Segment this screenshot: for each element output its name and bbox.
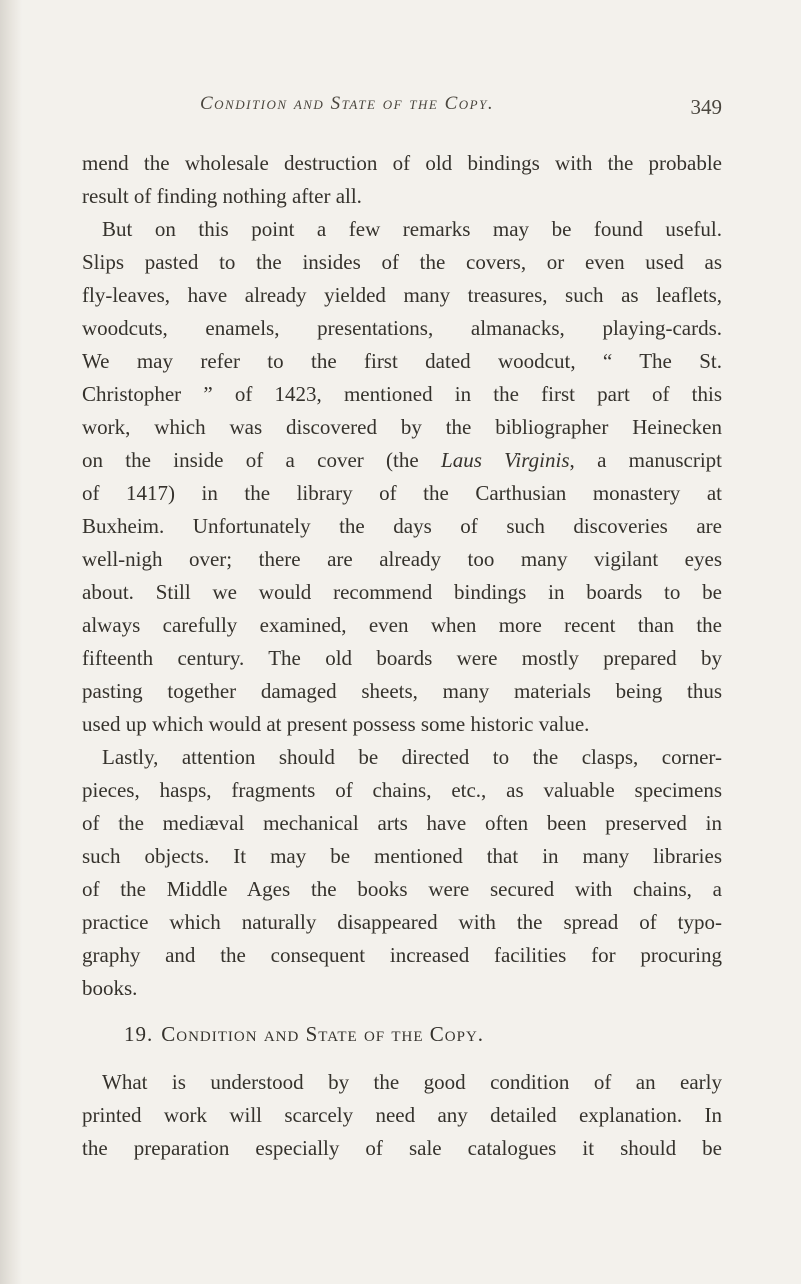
text-line: graphy and the consequent increased facilities for procuring xyxy=(82,943,722,967)
book-page xyxy=(82,93,722,1165)
text-line: pieces, hasps, fragments of chains, etc., as valuable specimens xyxy=(82,778,722,802)
section-number: 19. xyxy=(124,1022,154,1046)
italic-title: Laus Virginis xyxy=(441,448,570,472)
text-line: mend the wholesale destruction of old bindings with the probable xyxy=(82,151,722,175)
text-line: What is understood by the good condition of an early xyxy=(102,1070,722,1094)
text-line: pasting together damaged sheets, many materials being thus xyxy=(82,679,722,703)
text-line: books. xyxy=(82,976,138,1000)
paragraph xyxy=(82,213,722,741)
text-line: printed work will scarcely need any detailed explanation. In xyxy=(82,1103,722,1127)
text-line: We may refer to the first dated woodcut, “ The St. xyxy=(82,349,722,373)
running-header xyxy=(82,93,722,133)
section-heading xyxy=(82,1018,722,1051)
section-title: Condition and State of the Copy. xyxy=(161,1022,485,1046)
text-line xyxy=(82,444,722,477)
text-line: fifteenth century. The old boards were mostly prepared by xyxy=(82,646,722,670)
running-header-title: Condition and State of the Copy. xyxy=(200,93,495,114)
text-line: of the mediæval mechanical arts have often been preserved in xyxy=(82,811,722,835)
text-line: Lastly, attention should be directed to the clasps, corner- xyxy=(102,745,722,769)
text-span: on the inside of a cover (the xyxy=(82,448,442,472)
text-line: well-nigh over; there are already too many vigilant eyes xyxy=(82,547,722,571)
text-line: Christopher ” of 1423, mentioned in the first part of this xyxy=(82,382,722,406)
text-line: such objects. It may be mentioned that in many libraries xyxy=(82,844,722,868)
text-line: Buxheim. Unfortunately the days of such discoveries are xyxy=(82,514,722,538)
text-line: about. Still we would recommend bindings in boards to be xyxy=(82,580,722,604)
text-line: woodcuts, enamels, presentations, almanacks, playing-cards. xyxy=(82,316,722,340)
text-line: of 1417) in the library of the Carthusian monastery at xyxy=(82,481,722,505)
text-line: Slips pasted to the insides of the covers, or even used as xyxy=(82,250,722,274)
body-text xyxy=(82,147,722,1165)
text-line: used up which would at present possess some historic value. xyxy=(82,712,590,736)
text-span: , a manuscript xyxy=(569,448,722,472)
text-line: But on this point a few remarks may be found useful. xyxy=(102,217,722,241)
paragraph xyxy=(82,147,722,213)
text-line: practice which naturally disappeared with the spread of typo- xyxy=(82,910,722,934)
text-line: fly-leaves, have already yielded many treasures, such as leaflets, xyxy=(82,283,722,307)
paragraph xyxy=(82,741,722,1005)
text-line: the preparation especially of sale catalogues it should be xyxy=(82,1136,722,1160)
text-line: work, which was discovered by the bibliographer Heinecken xyxy=(82,415,722,439)
page-number: 349 xyxy=(690,95,722,119)
text-line: of the Middle Ages the books were secured with chains, a xyxy=(82,877,722,901)
page-gutter-shadow xyxy=(0,0,22,1284)
text-line: result of finding nothing after all. xyxy=(82,184,362,208)
text-line: always carefully examined, even when more recent than the xyxy=(82,613,722,637)
paragraph xyxy=(82,1066,722,1165)
